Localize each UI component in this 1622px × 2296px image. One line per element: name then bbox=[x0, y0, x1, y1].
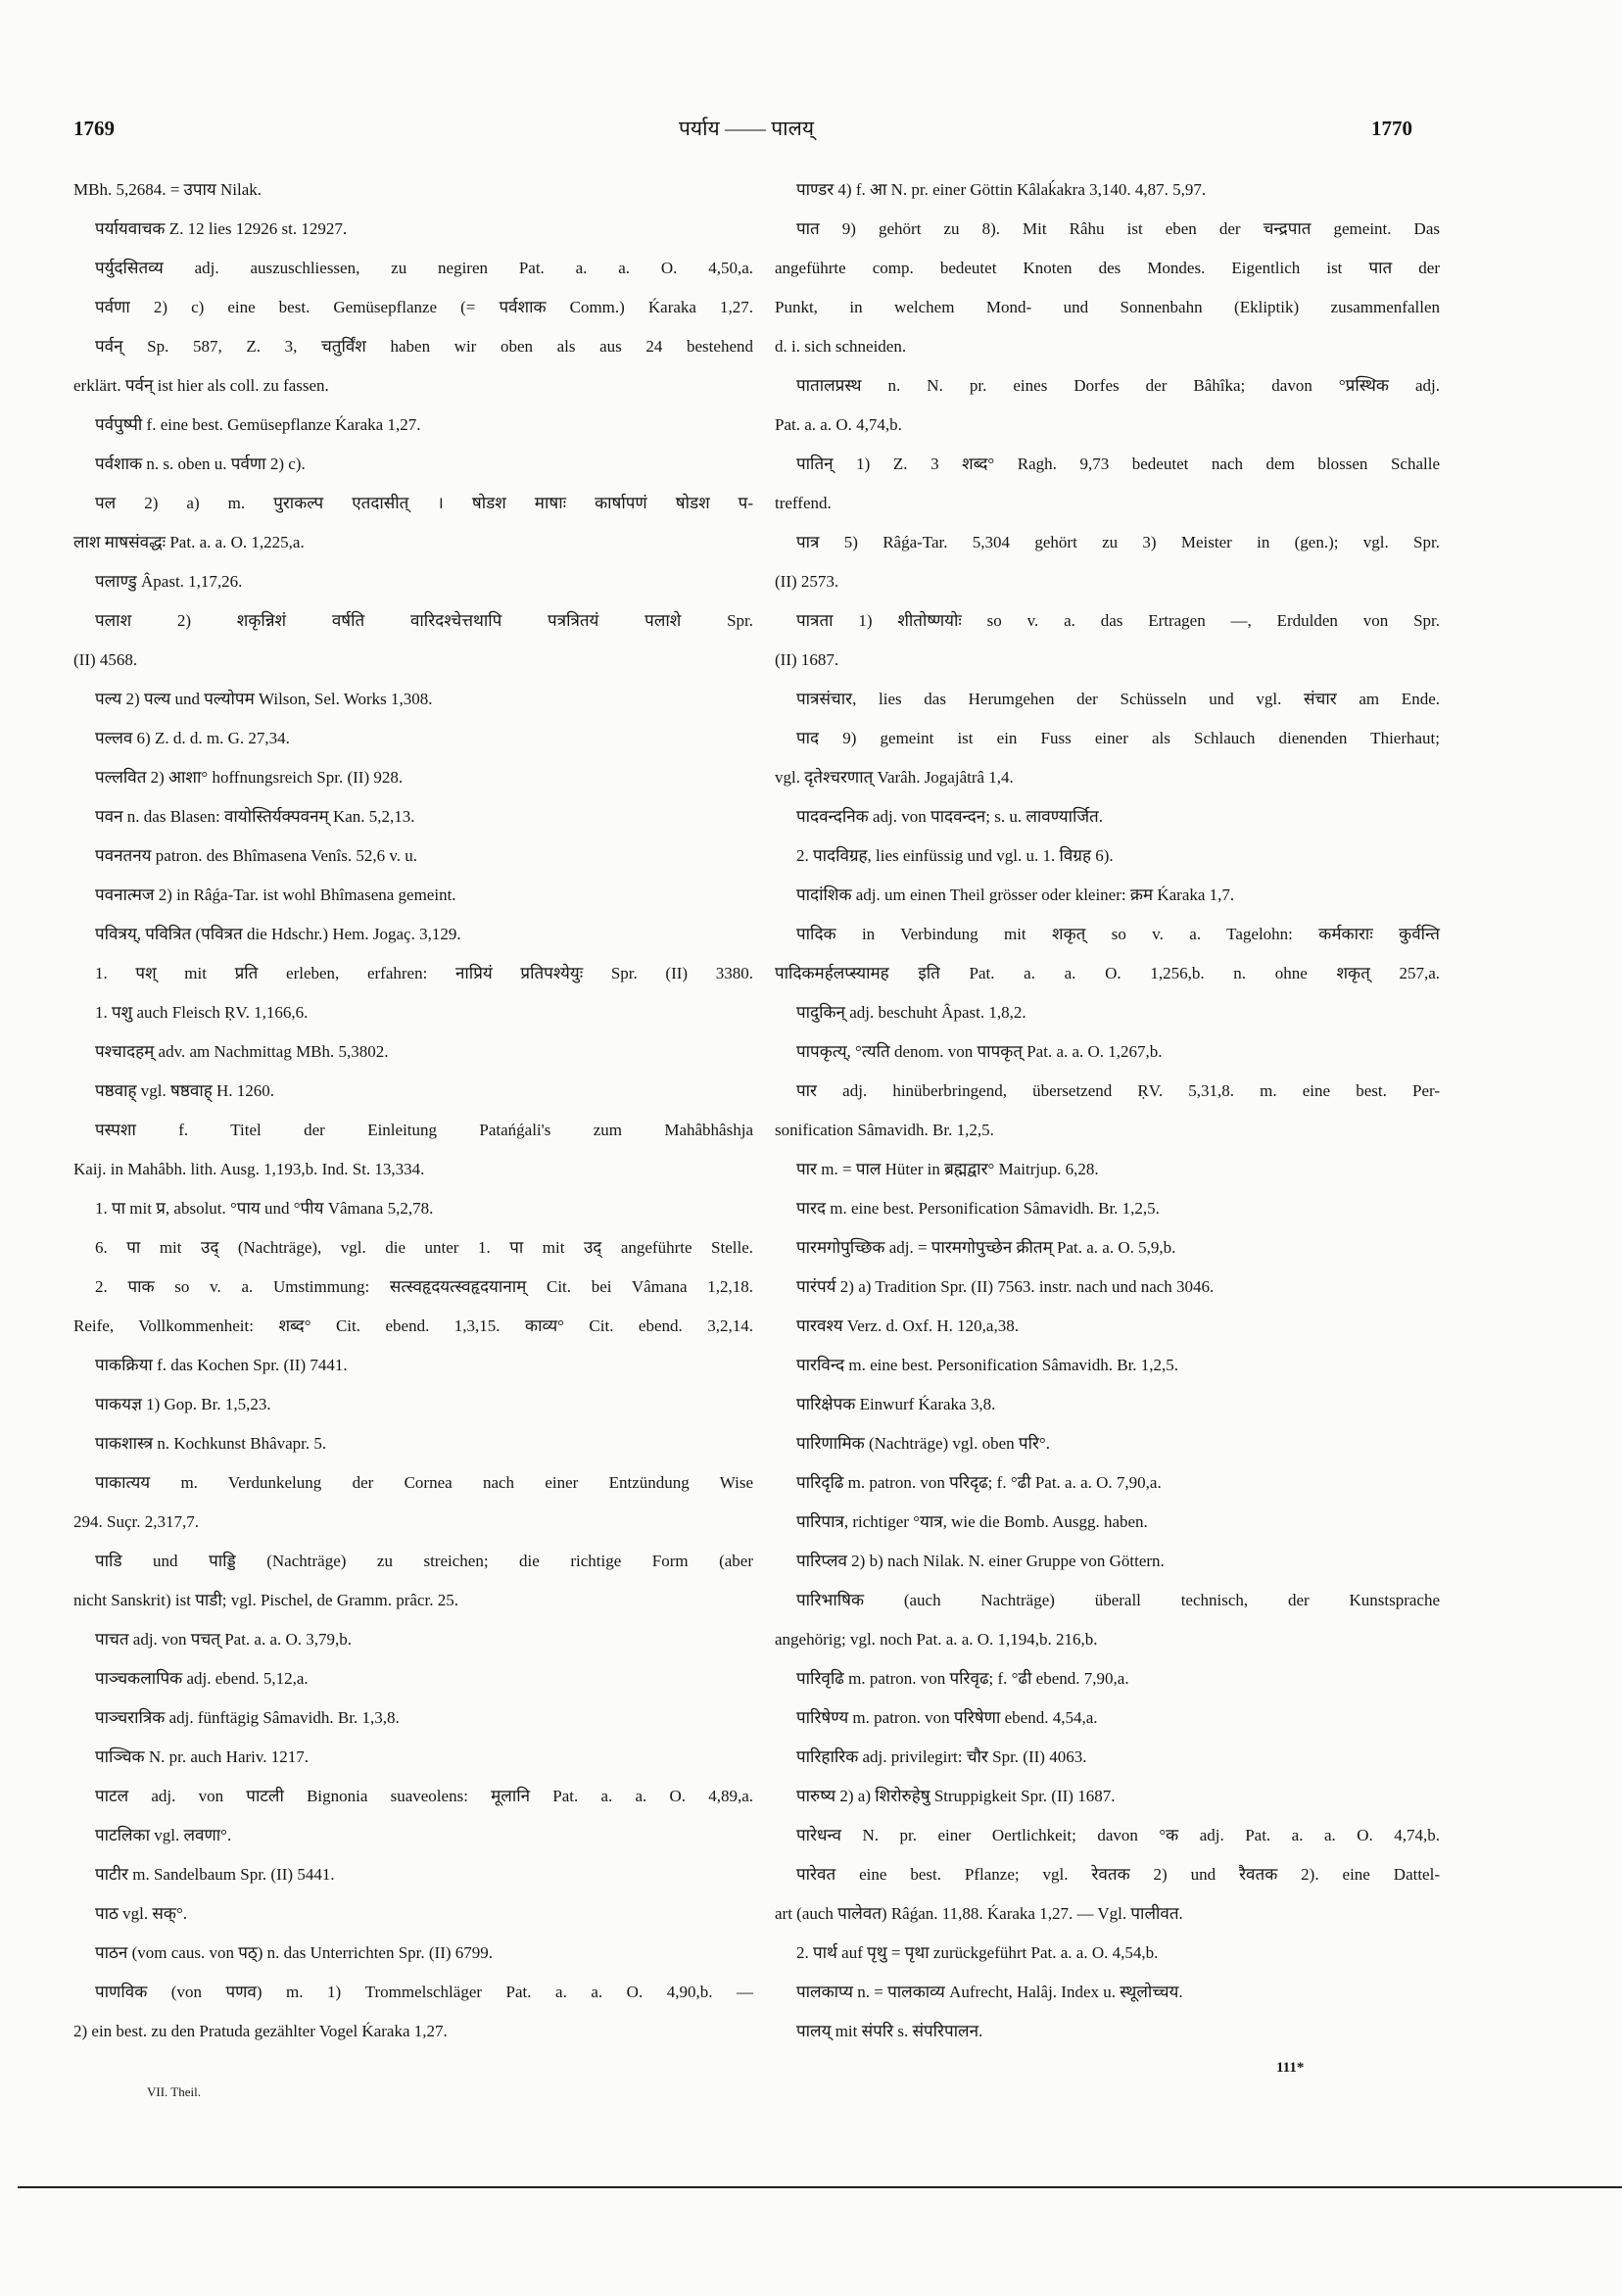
entry-line: पाकयज्ञ 1) Gop. Br. 1,5,23. bbox=[95, 1395, 271, 1413]
entry-line: पार adj. hinüberbringend, übersetzend ṚV. 5,31,8. m. eine best. Per- bbox=[796, 1081, 1440, 1100]
entry-line: (II) 4568. bbox=[73, 650, 138, 669]
entry-line: पादुकिन् adj. beschuht Âpast. 1,8,2. bbox=[796, 1003, 1026, 1022]
entry-line: 2) ein best. zu den Pratuda gezählter Vogel Ḱaraka 1,27. bbox=[73, 2022, 448, 2040]
entry-line: पात 9) gehört zu 8). Mit Râhu ist eben der चन्द्रपात gemeint. Das bbox=[796, 219, 1440, 238]
entry-line: पारिषेण्य m. patron. von परिषेणा ebend. 4,54,a. bbox=[796, 1708, 1098, 1727]
entry-line: पारिभाषिक (auch Nachträge) überall technisch, der Kunstsprache bbox=[796, 1591, 1440, 1609]
entry-line: 294. Suçr. 2,317,7. bbox=[73, 1512, 199, 1531]
entry-line: पाचत adj. von पचत् Pat. a. a. O. 3,79,b. bbox=[95, 1630, 353, 1649]
entry-line: vgl. दृतेश्चरणात् Varâh. Jogajâtrâ 1,4. bbox=[775, 768, 1014, 787]
entry-line: पाटीर m. Sandelbaum Spr. (II) 5441. bbox=[95, 1865, 335, 1884]
entry-line: लाश माषसंवद्धः Pat. a. a. O. 1,225,a. bbox=[73, 533, 305, 551]
entry-line: पाठन (vom caus. von पठ्) n. das Unterrichten Spr. (II) 6799. bbox=[95, 1943, 494, 1962]
volume-label: VII. Theil. bbox=[147, 2084, 201, 2099]
entry-line: angeführte comp. bedeutet Knoten des Mondes. Eigentlich ist पात der bbox=[775, 259, 1440, 277]
entry-line: (II) 1687. bbox=[775, 650, 839, 669]
entry-line: sonification Sâmavidh. Br. 1,2,5. bbox=[775, 1121, 994, 1139]
entry-line: पल्य 2) पल्य und पल्योपम Wilson, Sel. Works 1,308. bbox=[95, 690, 433, 708]
entry-line: पाटल adj. von पाटली Bignonia suaveolens: मूलानि Pat. a. a. O. 4,89,a. bbox=[95, 1787, 753, 1805]
entry-line: पादिक in Verbindung mit शकृत् so v. a. Tagelohn: कर्मकाराः कुर्वन्ति bbox=[796, 925, 1440, 943]
entry-line: पाण्डर 4) f. आ N. pr. einer Göttin Kâlaḱakra 3,140. 4,87. 5,97. bbox=[796, 180, 1207, 199]
entry-line: Kaij. in Mahâbh. lith. Ausg. 1,193,b. Ind. St. 13,334. bbox=[73, 1160, 425, 1178]
entry-line: पातिन् 1) Z. 3 शब्द° Ragh. 9,73 bedeutet nach dem blossen Schalle bbox=[796, 454, 1440, 473]
entry-line: पारिक्षेपक Einwurf Ḱaraka 3,8. bbox=[796, 1395, 996, 1413]
entry-line: पात्रसंचार, lies das Herumgehen der Schüsseln und vgl. संचार am Ende. bbox=[796, 690, 1440, 708]
entry-line: पल्लवित 2) आशा° hoffnungsreich Spr. (II) 928. bbox=[95, 768, 404, 787]
entry-line: पवनात्मज 2) in Râǵa-Tar. ist wohl Bhîmasena gemeint. bbox=[95, 885, 456, 904]
entry-line: पारविन्द m. eine best. Personification Sâmavidh. Br. 1,2,5. bbox=[796, 1356, 1179, 1374]
entry-line: angehörig; vgl. noch Pat. a. a. O. 1,194,b. 216,b. bbox=[775, 1630, 1098, 1649]
entry-line: 2. पार्थ auf पृथु = पृथा zurückgeführt Pat. a. a. O. 4,54,b. bbox=[796, 1943, 1159, 1962]
entry-line: पादांशिक adj. um einen Theil grösser oder kleiner: क्रम Ḱaraka 1,7. bbox=[796, 885, 1235, 904]
entry-line: पाञ्चकलापिक adj. ebend. 5,12,a. bbox=[95, 1669, 309, 1688]
entry-line: पातालप्रस्थ n. N. pr. eines Dorfes der Bâhîka; davon °प्रस्थिक adj. bbox=[796, 376, 1440, 395]
signature-mark: 111* bbox=[1276, 2060, 1305, 2076]
entry-line: पर्वपुष्पी f. eine best. Gemüsepflanze Ḱaraka 1,27. bbox=[95, 415, 421, 434]
entry-line: 1. पा mit प्र, absolut. °पाय und °पीय Vâmana 5,2,78. bbox=[95, 1199, 434, 1218]
right-column bbox=[775, 170, 1440, 2051]
entry-line: पवित्रय्, पवित्रित (पवित्रत die Hdschr.) Hem. Jogaç. 3,129. bbox=[95, 925, 461, 943]
entry-line: पल्लव 6) Z. d. d. m. G. 27,34. bbox=[95, 729, 290, 747]
entry-line: 1. पश् mit प्रति erleben, erfahren: नाप्रियं प्रतिपश्येयुः Spr. (II) 3380. bbox=[95, 964, 753, 982]
entry-line: पाकशास्त्र n. Kochkunst Bhâvapr. 5. bbox=[95, 1434, 327, 1453]
entry-line: पारद m. eine best. Personification Sâmavidh. Br. 1,2,5. bbox=[796, 1199, 1160, 1218]
entry-line: पर्यायवाचक Z. 12 lies 12926 st. 12927. bbox=[95, 219, 348, 238]
entry-line: पश्चादहम् adv. am Nachmittag MBh. 5,3802. bbox=[95, 1042, 389, 1061]
entry-line: पारेधन्व N. pr. einer Oertlichkeit; davon °क adj. Pat. a. a. O. 4,74,b. bbox=[796, 1826, 1440, 1844]
entry-line: पादवन्दनिक adj. von पादवन्दन; s. u. लावण्यार्जित. bbox=[796, 807, 1103, 826]
entry-line: पाद 9) gemeint ist ein Fuss einer als Schlauch dienenden Thierhaut; bbox=[796, 729, 1440, 747]
entry-line: पस्पशा f. Titel der Einleitung Patańǵali's zum Mahâbhâshja bbox=[95, 1121, 753, 1139]
bottom-rule bbox=[18, 2186, 1622, 2188]
entry-line: Reife, Vollkommenheit: शब्द° Cit. ebend. 1,3,15. काव्य° Cit. ebend. 3,2,14. bbox=[73, 1316, 753, 1335]
entry-line: erklärt. पर्वन् ist hier als coll. zu fassen. bbox=[73, 376, 329, 395]
entry-line: पलाश 2) शकृन्निशं वर्षति वारिदश्चेत्तथापि पत्रत्रितयं पलाशे Spr. bbox=[95, 611, 753, 630]
entry-line: पाकक्रिया f. das Kochen Spr. (II) 7441. bbox=[95, 1356, 348, 1374]
entry-line: पर्वशाक n. s. oben u. पर्वणा 2) c). bbox=[95, 454, 306, 473]
entry-line: पात्रता 1) शीतोष्णयोः so v. a. das Ertragen —, Erdulden von Spr. bbox=[796, 611, 1440, 630]
entry-line: 6. पा mit उद् (Nachträge), vgl. die unter 1. पा mit उद् angeführte Stelle. bbox=[95, 1238, 753, 1257]
entry-line: पाठ vgl. सक्°. bbox=[95, 1904, 188, 1923]
entry-line: पाडि und पाड्डि (Nachträge) zu streichen; die richtige Form (aber bbox=[95, 1552, 753, 1570]
entry-line: पवन n. das Blasen: वायोस्तिर्यक्पवनम् Kan. 5,2,13. bbox=[95, 807, 415, 826]
entry-line: पारिदृढि m. patron. von परिदृढ; f. °ढी Pat. a. a. O. 7,90,a. bbox=[796, 1473, 1162, 1492]
entry-line: पात्र 5) Râǵa-Tar. 5,304 gehört zu 3) Meister in (gen.); vgl. Spr. bbox=[796, 533, 1440, 551]
entry-line: पर्युदसितव्य adj. auszuschliessen, zu negiren Pat. a. a. O. 4,50,a. bbox=[95, 259, 753, 277]
entry-line: पर्वणा 2) c) eine best. Gemüsepflanze (= पर्वशाक Comm.) Ḱaraka 1,27. bbox=[95, 298, 753, 316]
entry-line: 2. पादविग्रह, lies einfüssig und vgl. u. 1. विग्रह 6). bbox=[796, 846, 1114, 865]
entry-line: पारंपर्य 2) a) Tradition Spr. (II) 7563. instr. nach und nach 3046. bbox=[796, 1277, 1215, 1296]
entry-line: पारुष्य 2) a) शिरोरुहेषु Struppigkeit Spr. (II) 1687. bbox=[796, 1787, 1116, 1805]
entry-line: पवनतनय patron. des Bhîmasena Venîs. 52,6 v. u. bbox=[95, 846, 418, 865]
entry-line: d. i. sich schneiden. bbox=[775, 337, 907, 356]
entry-line: treffend. bbox=[775, 494, 832, 512]
entry-line: पाञ्चरात्रिक adj. fünftägig Sâmavidh. Br. 1,3,8. bbox=[95, 1708, 400, 1727]
entry-line: पालकाप्य n. = पालकाव्य Aufrecht, Halâj. Index u. स्थूलोच्चय. bbox=[796, 1983, 1183, 2001]
entry-line: पल 2) a) m. पुराकल्प एतदासीत् । षोडश माषाः कार्षापणं षोडश प- bbox=[95, 494, 753, 512]
entry-line: पारिणामिक (Nachträge) vgl. oben परि°. bbox=[796, 1434, 1050, 1453]
entry-line: पापकृत्य्, °त्यति denom. von पापकृत् Pat. a. a. O. 1,267,b. bbox=[796, 1042, 1163, 1061]
entry-line: Punkt, in welchem Mond- und Sonnenbahn (Ekliptik) zusammenfallen bbox=[775, 298, 1440, 316]
entry-line: Pat. a. a. O. 4,74,b. bbox=[775, 415, 902, 434]
page-number-left: 1769 bbox=[73, 117, 115, 140]
entry-line: पर्वन् Sp. 587, Z. 3, चतुर्विंश haben wir oben als aus 24 bestehend bbox=[95, 337, 753, 356]
left-column bbox=[73, 170, 753, 2051]
entry-line: art (auch पालेवत) Râǵan. 11,88. Ḱaraka 1,27. — Vgl. पालीवत. bbox=[775, 1904, 1183, 1923]
entry-line: पाकात्यय m. Verdunkelung der Cornea nach einer Entzündung Wise bbox=[95, 1473, 753, 1492]
entry-line: पारिप्लव 2) b) nach Nilak. N. einer Gruppe von Göttern. bbox=[796, 1552, 1165, 1570]
entry-line: पलाण्डु Âpast. 1,17,26. bbox=[95, 572, 243, 591]
entry-line: 2. पाक so v. a. Umstimmung: सत्स्वहृदयत्स्वहृदयानाम् Cit. bei Vâmana 1,2,18. bbox=[95, 1277, 753, 1296]
entry-line: पाटलिका vgl. लवणा°. bbox=[95, 1826, 232, 1844]
entry-line: पारिहारिक adj. privilegirt: चौर Spr. (II) 4063. bbox=[796, 1747, 1087, 1766]
entry-line: पादिकमर्हलप्स्यामह इति Pat. a. a. O. 1,256,b. n. ohne शकृत् 257,a. bbox=[775, 964, 1440, 982]
entry-line: पारिपात्र, richtiger °यात्र, wie die Bomb. Ausgg. haben. bbox=[796, 1512, 1148, 1531]
entry-line: पारवश्य Verz. d. Oxf. H. 120,a,38. bbox=[796, 1316, 1019, 1335]
entry-line: पारमगोपुच्छिक adj. = पारमगोपुच्छेन क्रीतम् Pat. a. a. O. 5,9,b. bbox=[796, 1238, 1176, 1257]
entry-line: पाञ्चिक N. pr. auch Hariv. 1217. bbox=[95, 1747, 310, 1766]
entry-line: MBh. 5,2684. = उपाय Nilak. bbox=[73, 180, 262, 199]
entry-line: (II) 2573. bbox=[775, 572, 839, 591]
entry-line: पार m. = पाल Hüter in ब्रह्मद्वार° Maitrjup. 6,28. bbox=[796, 1160, 1099, 1178]
entry-line: पारिवृढि m. patron. von परिवृढ; f. °ढी ebend. 7,90,a. bbox=[796, 1669, 1129, 1688]
running-title: पर्याय —— पालय् bbox=[678, 117, 814, 140]
entry-line: पारेवत eine best. Pflanze; vgl. रेवतक 2) und रैवतक 2). eine Dattel- bbox=[796, 1865, 1440, 1884]
page-number-right: 1770 bbox=[1371, 117, 1412, 140]
entry-line: पाणविक (von पणव) m. 1) Trommelschläger Pat. a. a. O. 4,90,b. — bbox=[95, 1983, 753, 2001]
entry-line: पष्ठवाह् vgl. षष्ठवाह् H. 1260. bbox=[95, 1081, 275, 1100]
entry-line: पालय् mit संपरि s. संपरिपालन. bbox=[796, 2022, 983, 2040]
entry-line: 1. पशु auch Fleisch ṚV. 1,166,6. bbox=[95, 1003, 309, 1022]
entry-line: nicht Sanskrit) ist पाडी; vgl. Pischel, de Gramm. prâcr. 25. bbox=[73, 1591, 458, 1609]
